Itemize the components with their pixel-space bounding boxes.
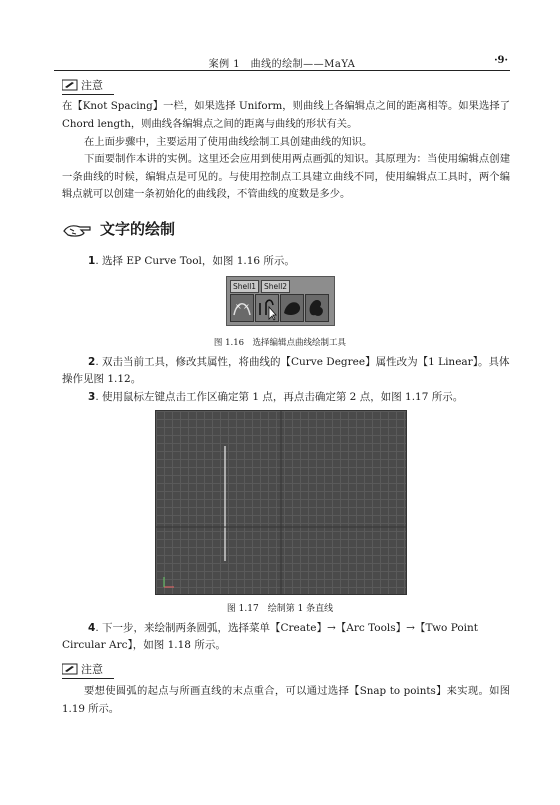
page-number: ·9· — [494, 55, 508, 66]
running-header — [54, 55, 510, 71]
cv-curve-tool-icon[interactable] — [230, 294, 254, 322]
note-heading — [62, 77, 114, 95]
section-title: 文字的绘制 — [100, 220, 176, 238]
figure-caption: 图 1.17 绘制第 1 条直线 — [226, 604, 334, 614]
step-number: 3 — [88, 391, 96, 403]
step-4 — [62, 620, 510, 654]
pencil-note-icon — [62, 79, 78, 91]
step-number: 2 — [88, 356, 96, 368]
step-text: . 双击当前工具，修改其属性，将曲线的【Curve Degree】属性改为【1 Linear】。具体操作见图 1.12。 — [62, 356, 510, 385]
svg-text:×: × — [235, 302, 242, 311]
step-number: 4 — [88, 622, 96, 634]
shelf-tab[interactable]: Shell2 — [261, 280, 290, 293]
note-paragraph: 下面要制作本讲的实例。这里还会应用到使用两点画弧的知识。其原理为：当使用编辑点创建一条曲线的时候，编辑点是可见的。与使用控制点工具建立曲线不同，使用编辑点工具时，两个编辑点就可以创建一条初始化的曲线段，不管曲线的度数是多少。 — [62, 153, 510, 200]
note-paragraph: 在上面步骤中，主要运用了使用曲线绘制工具创建曲线的知识。 — [84, 136, 373, 148]
note-paragraph: 在【Knot Spacing】一栏，如果选择 Uniform，则曲线上各编辑点之间的距离相等。如果选择了 Chord length，则曲线各编辑点之间的距离与曲线的形状有关。 — [62, 100, 510, 130]
hand-pointer-icon — [62, 219, 92, 239]
step-text: . 使用鼠标左键点击工作区确定第 1 点，再点击确定第 2 点，如图 1.17 所示。 — [95, 391, 464, 403]
shelf-tab[interactable]: Shell1 — [230, 280, 259, 293]
step-3 — [88, 389, 508, 406]
header-rule — [54, 70, 510, 71]
ep-curve-tool-icon[interactable] — [255, 294, 279, 322]
tool-shelf-screenshot — [226, 276, 335, 326]
figure-caption: 图 1.16 选择编辑点曲线绘制工具 — [213, 338, 347, 348]
note-label: 注意 — [81, 79, 103, 92]
axis-indicator-icon — [164, 577, 174, 587]
pencil-note-icon — [62, 663, 78, 675]
header-title: 案例 1 曲线的绘制——MaYA — [208, 59, 356, 70]
svg-text:×: × — [243, 302, 250, 311]
note-heading — [62, 661, 114, 679]
step-text: . 下一步，来绘制两条圆弧，选择菜单【Create】→【Arc Tools】→【Two Point Circular Arc】，如图 1.18 所示。 — [62, 622, 479, 651]
step-2 — [62, 354, 510, 388]
note-label: 注意 — [81, 663, 103, 676]
step-text: . 选择 EP Curve Tool，如图 1.16 所示。 — [95, 255, 295, 267]
sculpt-tool-icon[interactable] — [305, 294, 329, 322]
section-heading — [62, 218, 175, 239]
surface-tool-icon[interactable] — [280, 294, 304, 322]
step-number: 1 — [88, 255, 96, 267]
note-paragraph: 要想使圆弧的起点与所画直线的末点重合，可以通过选择【Snap to points】来实现。如图 1.19 所示。 — [62, 685, 510, 715]
step-1 — [88, 253, 508, 270]
maya-viewport-screenshot — [155, 410, 407, 595]
